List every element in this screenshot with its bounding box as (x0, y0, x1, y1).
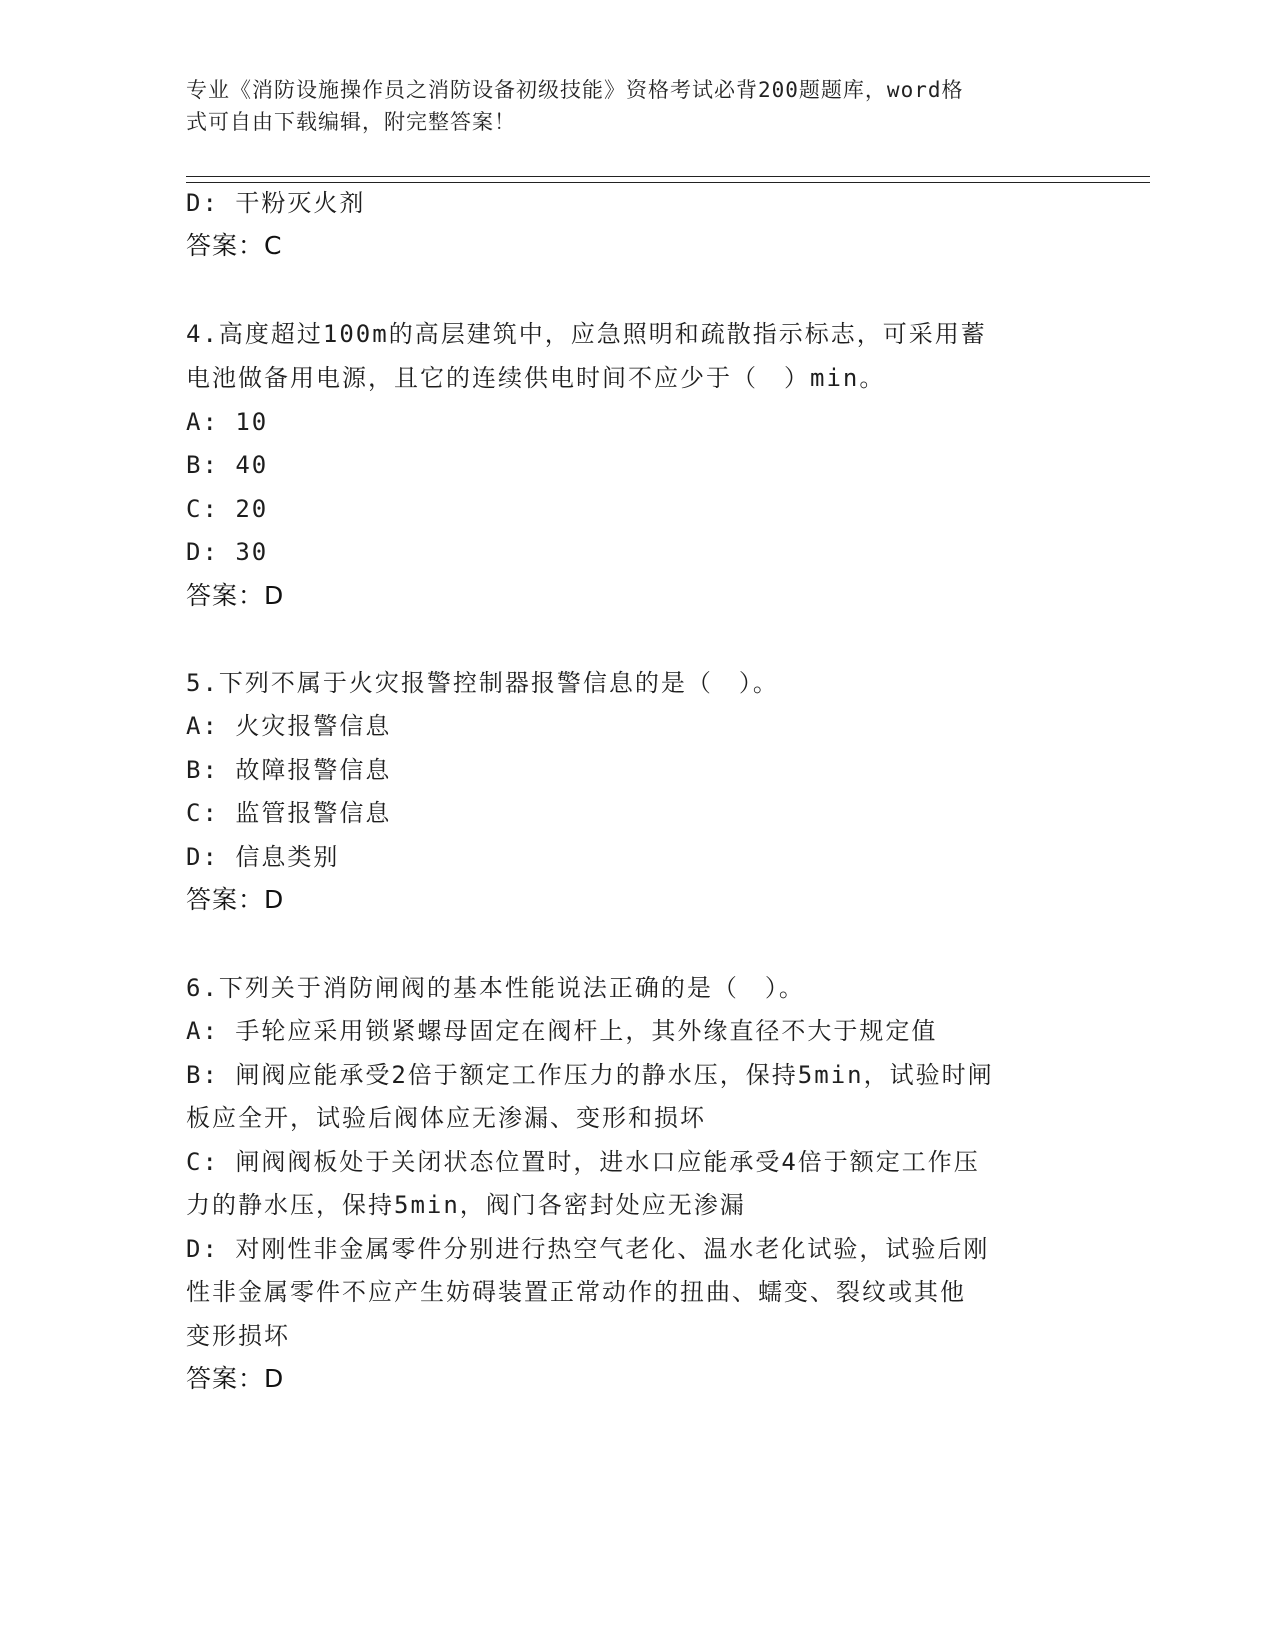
q5-option-c: C: 监管报警信息 (186, 799, 392, 827)
q6-option-b-line-1: B: 闸阀应能承受2倍于额定工作压力的静水压，保持5min，试验时闸 (186, 1061, 994, 1089)
q4-answer: 答案：D (186, 581, 285, 610)
q6-option-d-line-2: 性非金属零件不应产生妨碍装置正常动作的扭曲、蠕变、裂纹或其他 (186, 1278, 966, 1306)
q6-option-b-line-2: 板应全开，试验后阀体应无渗漏、变形和损坏 (186, 1104, 706, 1132)
q6-option-d-line-3: 变形损坏 (186, 1322, 290, 1350)
q4-stem-line-2: 电池做备用电源，且它的连续供电时间不应少于（ ）min。 (186, 364, 886, 392)
q4-option-a: A: 10 (186, 408, 269, 436)
header-title-line-2: 式可自由下载编辑，附完整答案！ (186, 110, 516, 134)
document-header (186, 74, 1066, 138)
q5-option-b: B: 故障报警信息 (186, 756, 392, 784)
q5-option-d: D: 信息类别 (186, 843, 340, 871)
q4-stem-line-1: 4.高度超过100m的高层建筑中，应急照明和疏散指示标志，可采用蓄 (186, 320, 987, 348)
header-rule-bottom (186, 182, 1150, 183)
q6-option-a: A: 手轮应采用锁紧螺母固定在阀杆上，其外缘直径不大于规定值 (186, 1017, 938, 1045)
q4-option-d: D: 30 (186, 538, 269, 566)
q6-option-d-line-1: D: 对刚性非金属零件分别进行热空气老化、温水老化试验，试验后刚 (186, 1235, 990, 1263)
q6-answer: 答案：D (186, 1364, 285, 1393)
q6-stem-line-1: 6.下列关于消防闸阀的基本性能说法正确的是（ ）。 (186, 974, 805, 1002)
q6-option-c-line-2: 力的静水压，保持5min，阀门各密封处应无渗漏 (186, 1191, 746, 1219)
q4-option-b: B: 40 (186, 451, 269, 479)
q5-stem-line-1: 5.下列不属于火灾报警控制器报警信息的是（ ）。 (186, 669, 779, 697)
q5-option-a: A: 火灾报警信息 (186, 712, 392, 740)
q5-answer: 答案：D (186, 885, 285, 914)
q6-option-c-line-1: C: 闸阀阀板处于关闭状态位置时，进水口应能承受4倍于额定工作压 (186, 1148, 980, 1176)
fragment-answer: 答案：C (186, 231, 283, 260)
fragment-option-d: D: 干粉灭火剂 (186, 189, 366, 217)
q4-option-c: C: 20 (186, 495, 269, 523)
header-rule-top (186, 176, 1150, 177)
header-title-line-1: 专业《消防设施操作员之消防设备初级技能》资格考试必背200题题库，word格 (186, 78, 964, 102)
